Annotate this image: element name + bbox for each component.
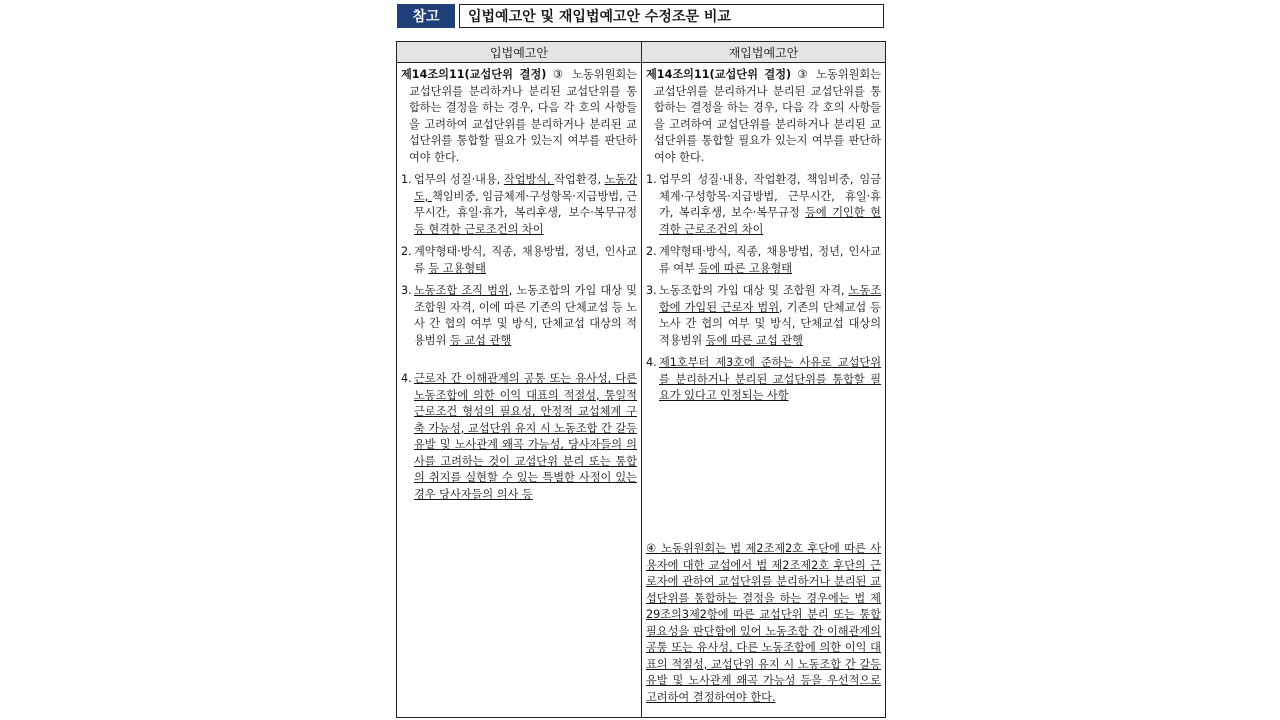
item-list xyxy=(646,172,881,405)
item-text xyxy=(414,244,637,277)
list-item xyxy=(401,172,637,238)
article-paragraph-3 xyxy=(401,67,637,166)
item-number: 1. xyxy=(401,173,412,186)
amended-text: 등 교섭 관행 xyxy=(449,333,512,347)
page-title: 입법예고안 및 재입법예고안 수정조문 비교 xyxy=(459,4,884,28)
item-list xyxy=(401,172,637,503)
reference-tag: 참고 xyxy=(397,4,455,28)
amended-text: 노동강도, xyxy=(414,173,638,203)
article-title: 제14조의11(교섭단위 결정) xyxy=(401,68,547,81)
amended-text: 등 현격한 근로조건의 차이 xyxy=(414,222,544,236)
column-heading: 재입법예고안 xyxy=(642,42,885,63)
amended-text: 등에 따른 교섭 관행 xyxy=(705,333,803,347)
title-bar xyxy=(397,4,884,28)
item-text xyxy=(414,283,637,349)
item-number: 2. xyxy=(646,245,657,258)
list-item xyxy=(401,244,637,277)
amended-text: 작업방식, xyxy=(503,173,555,186)
item-text xyxy=(659,355,881,405)
item-text xyxy=(414,371,637,503)
item-number: 3. xyxy=(646,284,657,297)
list-item xyxy=(646,355,881,405)
item-text xyxy=(659,283,881,349)
amended-text: 노동조합에 가입된 근로자 범위 xyxy=(659,284,881,314)
article-paragraph-3 xyxy=(646,67,881,166)
item-text xyxy=(414,172,637,238)
comparison-table xyxy=(396,41,886,718)
column-redraft xyxy=(642,42,885,717)
list-item xyxy=(646,172,881,238)
column-body xyxy=(642,63,885,704)
item-number: 2. xyxy=(401,245,412,258)
item-text-segment: 업무의 성질·내용, xyxy=(414,173,504,186)
list-item xyxy=(401,371,637,503)
list-item xyxy=(646,283,881,349)
item-number: 4. xyxy=(646,356,657,369)
item-text-segment: 업무의 성질·내용, 작업환경, 책임비중, 임금체계·구성항목·지급방법, 근무시간, 휴일·휴가, 복리후생, 보수·복무규정 xyxy=(659,173,881,219)
column-heading: 입법예고안 xyxy=(397,42,641,63)
column-body xyxy=(397,63,641,503)
item-number: 3. xyxy=(401,284,412,297)
item-number: 4. xyxy=(401,372,412,385)
amended-text: 근로자 간 이해관계의 공통 또는 유사성, 다른 노동조합에 의한 이익 대표의 적절성, 통일적 근로조건 형성의 필요성, 안정적 교섭체계 구축 가능성, 교섭단위 유지 시 노동조합 간 갈등 유발 및 노사관계 왜곡 가능성, 당사자들의 의사를 고려하는 것이 교섭단위 분리 또는 통합의 취지를 실현할 수 있는 특별한 사정이 있는 경우 당사자들의 의사 등 xyxy=(414,372,637,501)
item-number: 1. xyxy=(646,173,657,186)
item-text xyxy=(659,172,881,238)
item-text-segment: , 노동조합의 가입 대상 및 조합원 자격, 이에 따른 기존의 단체교섭 등 노사 간 협의 여부 및 방식, 단체교섭 대상의 적용범위 xyxy=(414,284,637,347)
item-text-segment: 계약형태·방식, 직종, 채용방법, 정년, 인사교류 xyxy=(414,245,637,275)
article-title: 제14조의11(교섭단위 결정) xyxy=(646,68,792,81)
item-text-segment: , 기존의 단체교섭 등 노사 간 협의 여부 및 방식, 단체교섭 대상의 적용범위 xyxy=(659,300,881,347)
amended-text: 등에 기인한 현격한 근로조건의 차이 xyxy=(659,206,881,236)
item-text xyxy=(659,244,881,277)
column-draft xyxy=(397,42,642,717)
item-text-segment: 작업환경, xyxy=(554,173,605,186)
amended-text: 등 고용형태 xyxy=(428,261,486,275)
article-intro: ③ 노동위원회는 교섭단위를 분리하거나 분리된 교섭단위를 통합하는 결정을 하는 경우, 다음 각 호의 사항들을 고려하여 교섭단위를 분리하거나 분리된 교섭단위를 통합할 필요가 있는지 여부를 판단하여야 한다. xyxy=(654,68,881,164)
amended-text: 제1호부터 제3호에 준하는 사유로 교섭단위를 분리하거나 분리된 교섭단위를 통합할 필요가 있다고 인정되는 사항 xyxy=(659,356,881,402)
amended-text: 등에 따른 고용형태 xyxy=(698,261,793,275)
item-text-segment: 노동조합의 가입 대상 및 조합원 자격, xyxy=(659,284,849,297)
article-paragraph-4: ④ 노동위원회는 법 제2조제2호 후단에 따른 사용자에 대한 교섭에서 법 제2조제2호 후단의 근로자에 관하여 교섭단위를 분리하거나 분리된 교섭단위를 통합하는 결정을 하는 경우에는 법 제29조의3제2항에 따른 교섭단위 분리 또는 통합 필요성을 판단함에 있어 노동조합 간 이해관계의 공통 또는 유사성, 다른 노동조합에 의한 이익 대표의 적절성, 교섭단위 유지 시 노동조합 간 갈등 유발 및 노사관계 왜곡 가능성 등을 우선적으로 고려하여 결정하여야 한다. xyxy=(646,542,881,704)
item-text-segment: 책임비중, 임금체계·구성항목·지급방법, 근무시간, 휴일·휴가, 복리후생, 보수·복무규정 xyxy=(414,189,638,219)
list-item xyxy=(401,283,637,349)
article-intro: ③ 노동위원회는 교섭단위를 분리하거나 분리된 교섭단위를 통합하는 결정을 하는 경우, 다음 각 호의 사항들을 고려하여 교섭단위를 분리하거나 분리된 교섭단위를 통합할 필요가 있는지 여부를 판단하여야 한다. xyxy=(409,68,637,164)
item-text-segment: 계약형태·방식, 직종, 채용방법, 정년, 인사교류 여부 xyxy=(659,245,881,275)
list-item xyxy=(646,244,881,277)
amended-text: 노동조합 조직 범위 xyxy=(414,284,509,297)
